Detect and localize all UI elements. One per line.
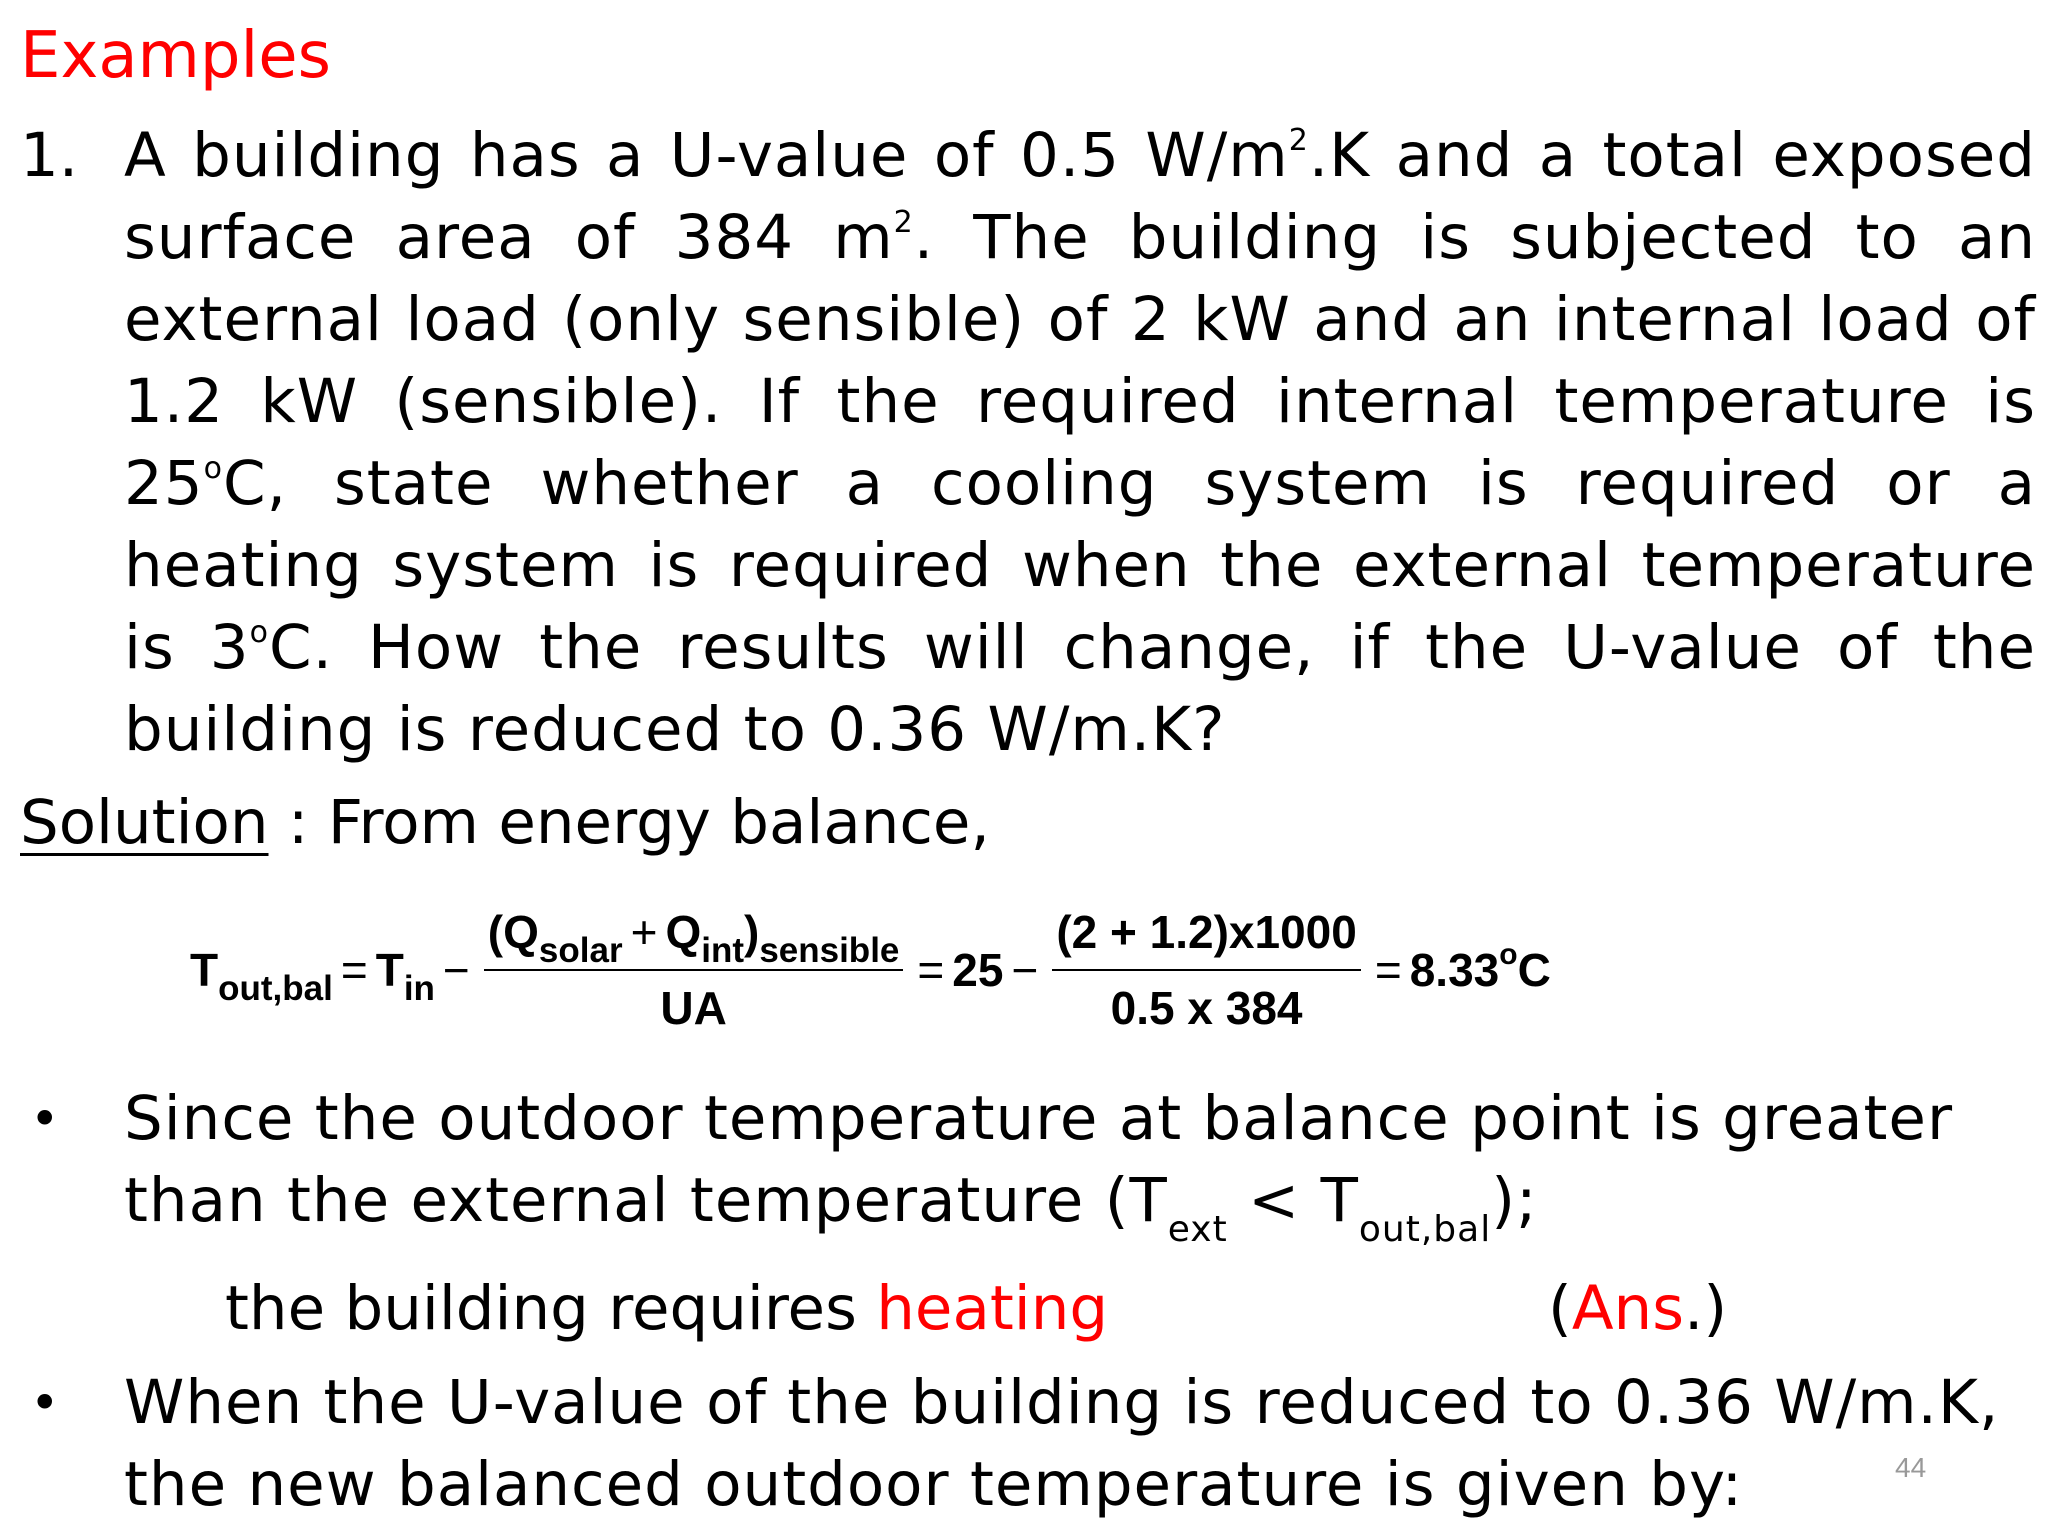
load-numerator: $(Q_{solar} + Q_{int})_{sensible}$ [484, 905, 904, 971]
problem-text-e: C. How the results will change, if the U-value of the building is reduced to 0.36 W/m.K? [124, 612, 2036, 765]
subscript-out-bal: out,bal [1358, 1209, 1492, 1250]
equals-sign: = [340, 944, 368, 996]
numeric-denominator: 0.5 x 384 [1110, 982, 1303, 1034]
equation-result: 8.33$^o$C [1409, 938, 1551, 996]
t-in-value: 25 [952, 944, 1004, 996]
load-denominator: UA [660, 982, 727, 1034]
ans-word: Ans [1571, 1273, 1684, 1344]
bullet-reduced-u-value: When the U-value of the building is reduced to 0.36 W/m.K, the new balanced outdoor temperature is given by: [124, 1367, 2000, 1520]
numeric-numerator: (2 + 1.2)x1000 [1052, 905, 1361, 971]
page-number: 44 [1895, 1452, 1927, 1483]
equals-sign: = [917, 944, 945, 996]
minus-sign: − [1011, 944, 1039, 996]
bullet-dot: • [30, 1090, 60, 1148]
solution-label: Solution [20, 787, 269, 858]
equals-sign: = [1374, 944, 1402, 996]
numeric-fraction [1052, 905, 1361, 1035]
problem-text-d: C, state whether a cooling system is required or a heating system is required when the external temperature is 3 [124, 448, 2036, 683]
t-out-bal: $T_{out,bal}$ [190, 944, 333, 1008]
superscript-2: 2 [1288, 123, 1309, 158]
degree-symbol: o [203, 451, 223, 486]
problem-number: 1. [20, 120, 79, 191]
subscript-ext: ext [1167, 1209, 1228, 1250]
problem-statement [124, 115, 2036, 771]
slide-title: Examples [20, 19, 331, 93]
balance-equation [190, 890, 1551, 1050]
problem-text-a: A building has a U-value of 0.5 W/m [124, 120, 1289, 191]
load-fraction [484, 905, 904, 1035]
superscript-2: 2 [893, 205, 914, 240]
problem-text-c: . The building is subjected to an external load (only sensible) of 2 kW and an internal load of 1.2 kW (sensible). If the required internal temperature is 25 [124, 202, 2036, 519]
answer-highlight: heating [876, 1273, 1109, 1344]
answer-line: the building requires heating [225, 1273, 1109, 1344]
solution-line [20, 782, 990, 864]
minus-sign: − [442, 944, 470, 996]
solution-text: : From energy balance, [268, 787, 990, 858]
t-in: $T_{in}$ [375, 944, 435, 1008]
bullet-balance-comparison: Since the outdoor temperature at balance point is greater than the external temperature $(T_{ext} < T_{out,bal})$; [124, 1083, 1954, 1250]
bullet-dot: • [30, 1374, 60, 1432]
degree-symbol: o [249, 615, 269, 650]
problem-text-b: .K and a total exposed surface area of 384 m [124, 120, 2036, 273]
answer-tag: (Ans.) [1548, 1273, 1728, 1344]
